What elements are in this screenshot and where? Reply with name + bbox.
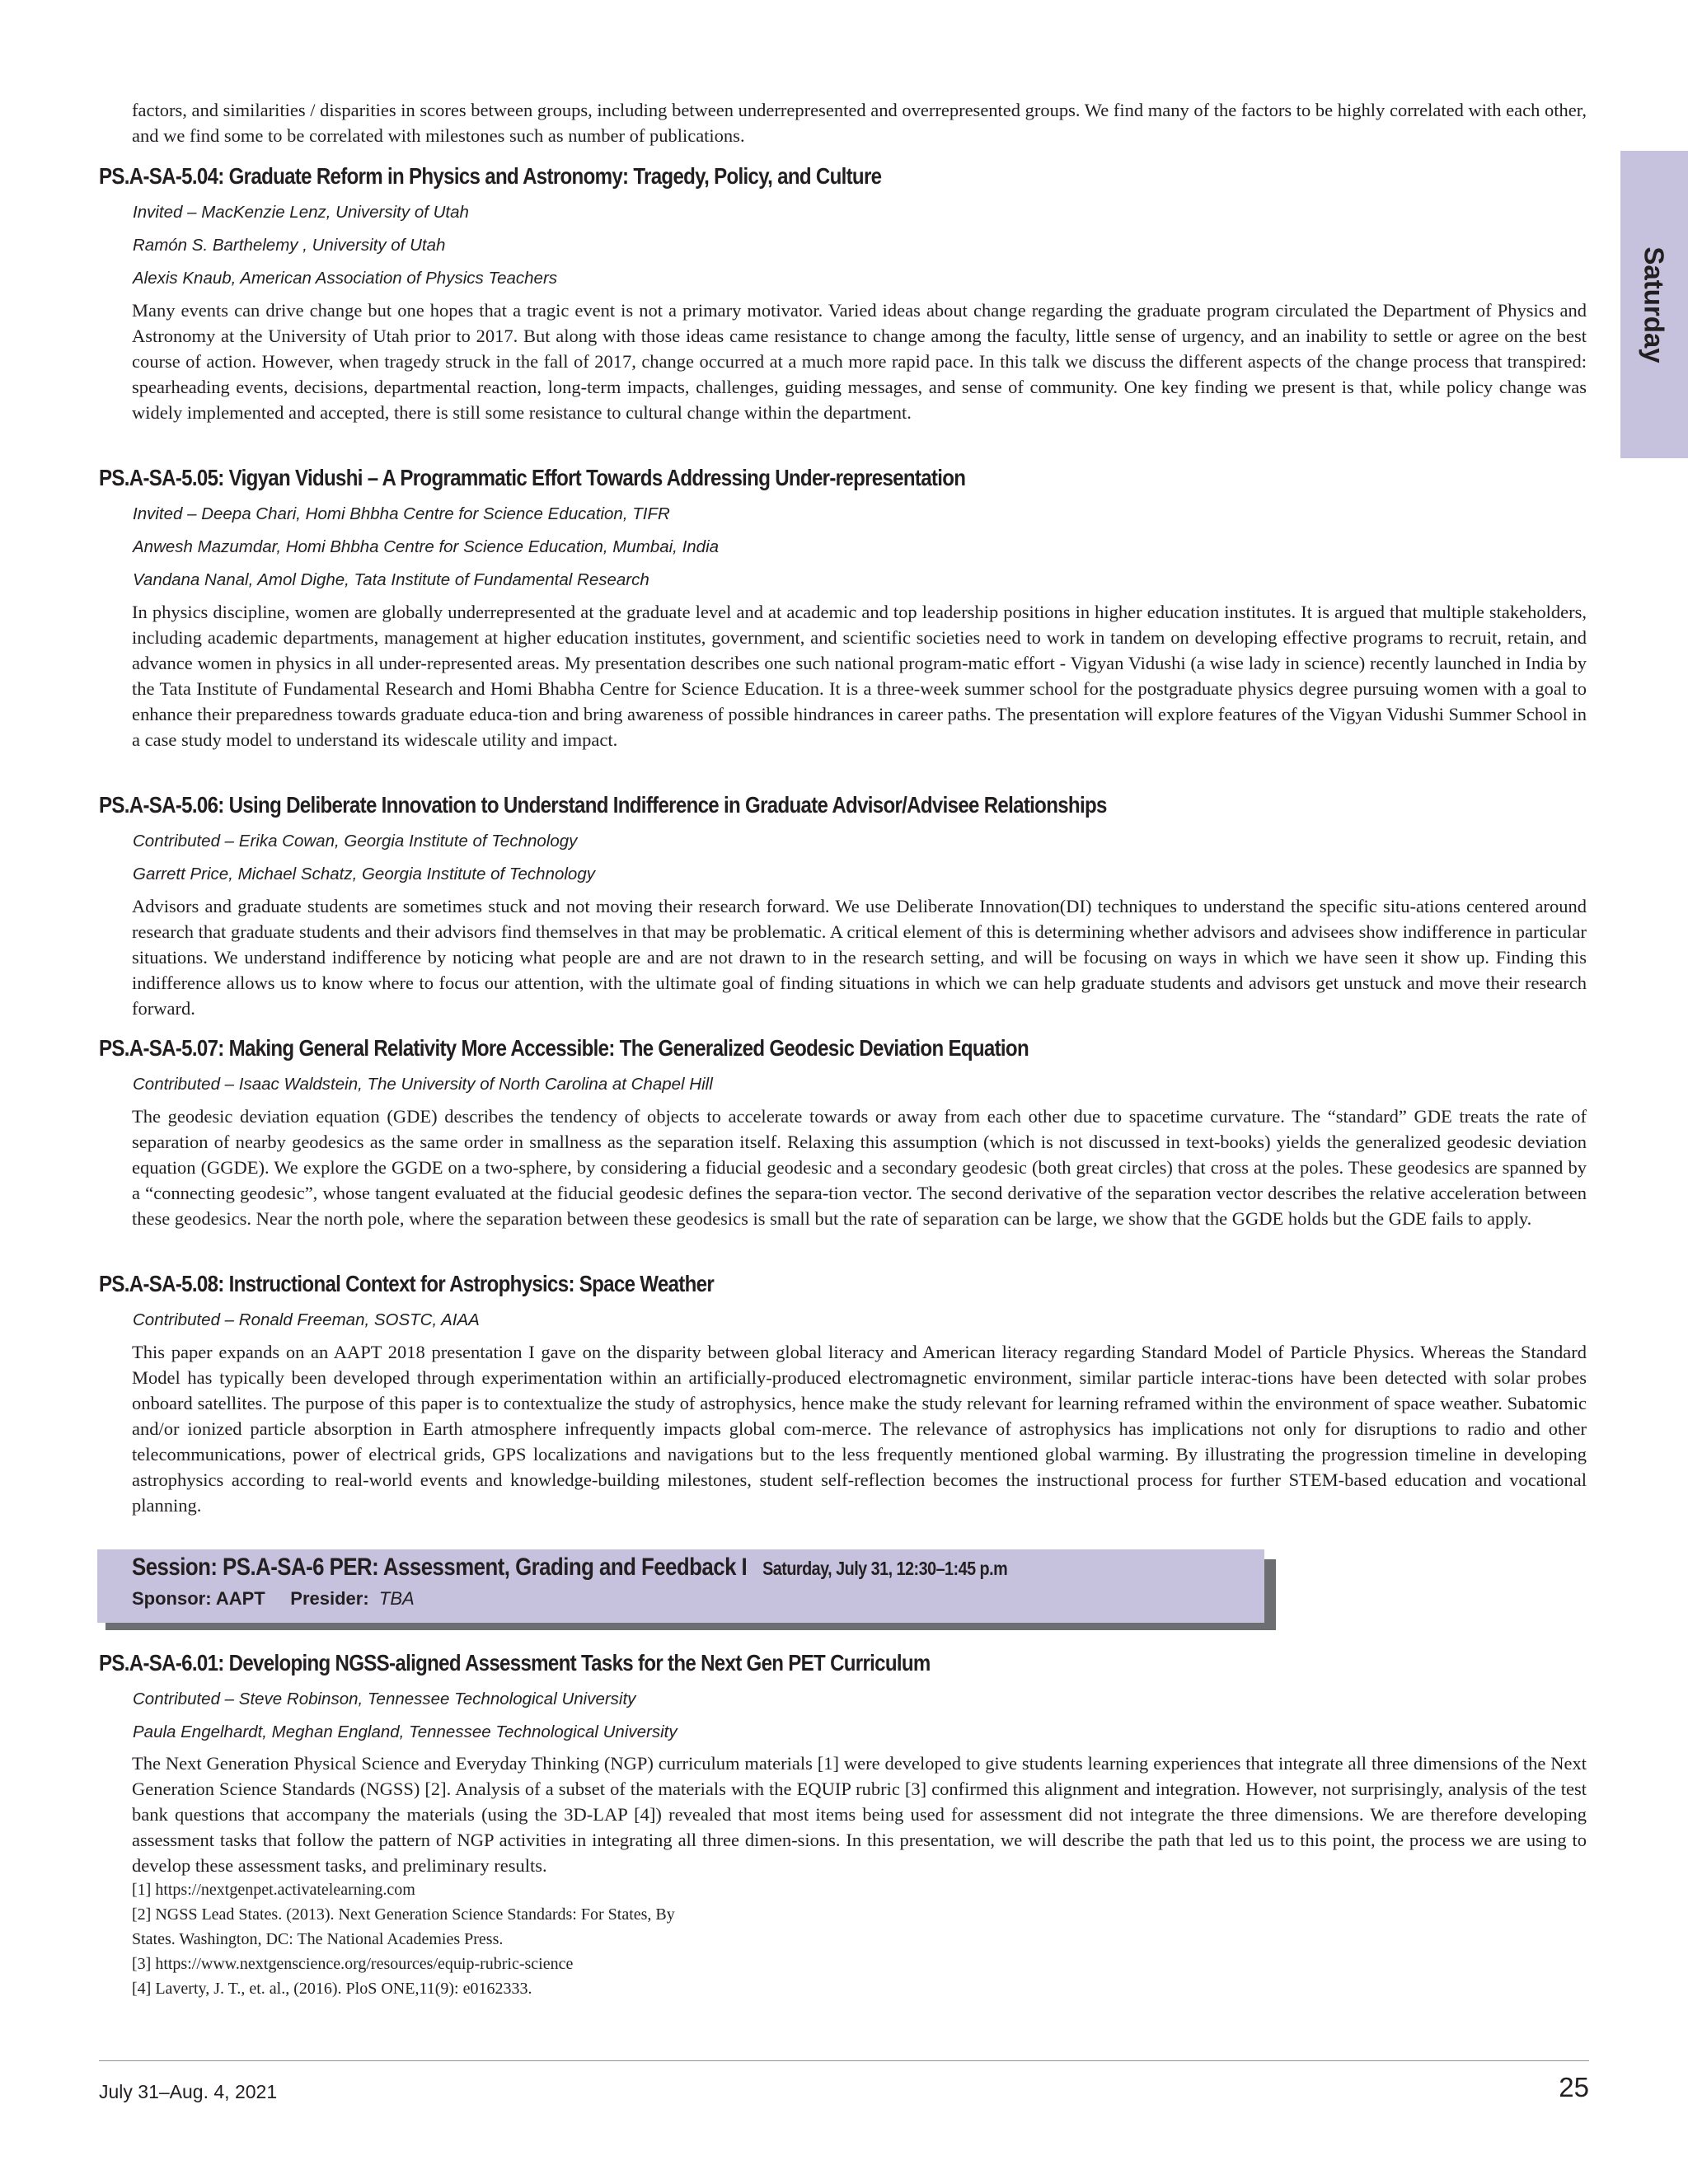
author-line: Vandana Nanal, Amol Dighe, Tata Institute of Fundamental Research <box>133 570 649 589</box>
author-line: Paula Engelhardt, Meghan England, Tennessee Technological University <box>133 1722 678 1741</box>
page-number: 25 <box>1559 2072 1589 2102</box>
abstract-body: This paper expands on an AAPT 2018 presentation I gave on the disparity between global literacy and American literacy regarding Standard Model of Particle Physics. Whereas the Standard Model has typically been developed through experimentation within an artificially-produced electromagnetic environment, similar particle interac-tions have been detected with solar probes onboard satellites. The purpose of this paper is to contextualize the study of astrophysics, hence make the study relevant for learning reframed within the environment of space weather. Subatomic and/or ionized particle absorption in Earth atmosphere infrequently impacts global com-merce. The relevance of astrophysics has implications not only for disruptions to radio and other telecommunications, power of electrical grids, GPS localizations and navigations but to the less frequently mentioned global warming. By illustrating the progression timeline in developing astrophysics according to real-world events and knowledge-building milestones, student self-reflection becomes the instructional process for further STEM-based education and vocational planning. <box>132 1342 1587 1516</box>
session-presider-value: TBA <box>378 1588 415 1609</box>
day-tab-text: Saturday <box>1639 246 1670 363</box>
abstract-body: The geodesic deviation equation (GDE) describes the tendency of objects to accelerate towards or away from each other due to spacetime curvature. The “standard” GDE treats the rate of separation of nearby geodesics as the same order in smallness as the separation itself. Relaxing this assumption (which is not discussed in text-books) yields the generalized geodesic deviation equation (GGDE). We explore the GGDE on a two-sphere, by considering a fiducial geodesic and a secondary geodesic (both great circles) that cross at the poles. These geodesics are spanned by a “connecting geodesic”, whose tangent evaluated at the fiducial geodesic defines the separa-tion vector. The second derivative of the separation vector describes the relative acceleration between these geodesics. Near the north pole, where the separation between these geodesics is small but the rate of separation can be large, we show that the GGDE holds but the GDE fails to apply. <box>132 1106 1587 1229</box>
footer-rule <box>99 2060 1589 2061</box>
session-title <box>132 1553 1007 1583</box>
reference-line: States. Washington, DC: The National Academies Press. <box>132 1930 504 1948</box>
session-meta <box>132 1587 415 1610</box>
day-tab-label <box>1620 151 1688 458</box>
session-sponsor: Sponsor: AAPT <box>132 1588 265 1609</box>
abstract-body: In physics discipline, women are globally underrepresented at the graduate level and at academic and top leadership positions in higher education institutes. It is argued that multiple stakeholders, including academic departments, management at higher education institutes, government, and scientific societies need to work in tandem on developing effective programs to recruit, retain, and advance women in physics in all under-represented areas. My presentation describes one such national program-matic effort - Vigyan Vidushi (a wise lady in science) recently launched in India by the Tata Institute of Fundamental Research and Homi Bhabha Centre for Science Education. It is a three-week summer school for the postgraduate physics degree pursuing women with a goal to enhance their preparedness towards graduate educa-tion and bring awareness of possible hindrances in career paths. The presentation will explore features of the Vigyan Vidushi Summer School in a case study model to understand its widescale utility and impact. <box>132 602 1587 750</box>
author-line: Garrett Price, Michael Schatz, Georgia Institute of Technology <box>133 865 595 883</box>
abstract-body: The Next Generation Physical Science and Everyday Thinking (NGP) curriculum materials [1] were developed to give students learning experiences that integrate all three dimensions of the Next Generation Science Standards (NGSS) [2]. Analysis of a subset of the materials with the EQUIP rubric [3] confirmed this alignment and integration. However, not surprisingly, analysis of the test bank questions that accompany the materials (using the 3D-LAP [4]) revealed that most items being used for assessment did not integrate the three dimensions. We are therefore developing assessment tasks that follow the pattern of NGP activities in integrating all three dimen-sions. In this presentation, we will describe the path that led us to this point, the process we are using to develop these assessment tasks, and preliminary results. <box>132 1753 1587 1876</box>
author-line: Contributed – Erika Cowan, Georgia Institute of Technology <box>133 832 578 851</box>
author-line: Contributed – Isaac Waldstein, The University of North Carolina at Chapel Hill <box>133 1075 713 1094</box>
reference-line: [3] https://www.nextgenscience.org/resources/equip-rubric-science <box>132 1955 574 1973</box>
session-title-text: Session: PS.A-SA-6 PER: Assessment, Grading and Feedback I <box>132 1554 748 1581</box>
author-line: Invited – Deepa Chari, Homi Bhbha Centre for Science Education, TIFR <box>133 504 670 523</box>
reference-line: [4] Laverty, J. T., et. al., (2016). PloS ONE,11(9): e0162333. <box>132 1980 532 1998</box>
abstract-heading: PS.A-SA-5.06: Using Deliberate Innovation to Understand Indifference in Graduate Advisor/Advisee Relationships <box>99 792 1107 818</box>
abstract-heading: PS.A-SA-5.05: Vigyan Vidushi – A Programmatic Effort Towards Addressing Under-representation <box>99 465 966 490</box>
intro-paragraph: factors, and similarities / disparities in scores between groups, including between underrepresented and overrepresented groups. We find many of the factors to be highly correlated with each other, and we find some to be correlated with milestones such as number of publications. <box>132 100 1587 146</box>
author-line: Alexis Knaub, American Association of Physics Teachers <box>133 269 558 288</box>
author-line: Contributed – Steve Robinson, Tennessee Technological University <box>133 1690 636 1708</box>
abstract-body: Advisors and graduate students are sometimes stuck and not moving their research forward. We use Deliberate Innovation(DI) techniques to understand the specific situ-ations centered around research that graduate students and their advisors find themselves in that may be problematic. A critical element of this is determining whether advisors and advisees show indifference in particular situations. We understand indifference by noticing what people are and are not drawn to in the research setting, and will be focusing on ways in which we have seen it show up. Finding this indifference allows us to know where to focus our attention, with the ultimate goal of finding situations in which we can help graduate students and advisors get unstuck and move their research forward. <box>132 896 1587 1019</box>
abstract-body: Many events can drive change but one hopes that a tragic event is not a primary motivator. Varied ideas about change regarding the graduate program circulated the Department of Physics and Astronomy at the University of Utah prior to 2017. But along with those ideas came resistance to change among the faculty, little sense of urgency, and an inability to settle or agree on the best course of action. However, when tragedy struck in the fall of 2017, change occurred at a much more rapid pace. In this talk we discuss the different aspects of the change process that transpired: spearheading events, decisions, departmental reaction, long-term impacts, challenges, guiding messages, and sense of community. One key finding we present is that, while policy change was widely implemented and accepted, there is still some resistance to cultural change within the department. <box>132 300 1587 423</box>
reference-line: [2] NGSS Lead States. (2013). Next Generation Science Standards: For States, By <box>132 1905 675 1924</box>
author-line: Anwesh Mazumdar, Homi Bhbha Centre for Science Education, Mumbai, India <box>133 537 720 556</box>
author-line: Ramón S. Barthelemy , University of Utah <box>133 236 446 255</box>
abstract-heading: PS.A-SA-5.08: Instructional Context for Astrophysics: Space Weather <box>99 1271 715 1296</box>
author-line: Contributed – Ronald Freeman, SOSTC, AIAA <box>133 1310 480 1329</box>
reference-line: [1] https://nextgenpet.activatelearning.com <box>132 1881 415 1899</box>
author-line: Invited – MacKenzie Lenz, University of Utah <box>133 203 469 222</box>
abstract-heading: PS.A-SA-5.04: Graduate Reform in Physics and Astronomy: Tragedy, Policy, and Culture <box>99 163 882 189</box>
footer-dates: July 31–Aug. 4, 2021 <box>99 2081 278 2102</box>
abstract-heading: PS.A-SA-5.07: Making General Relativity More Accessible: The Generalized Geodesic Deviation Equation <box>99 1035 1029 1061</box>
session-date: Saturday, July 31, 12:30–1:45 p.m <box>762 1558 1008 1579</box>
abstract-heading: PS.A-SA-6.01: Developing NGSS-aligned Assessment Tasks for the Next Gen PET Curriculum <box>99 1650 931 1675</box>
session-presider-label: Presider: <box>290 1588 369 1609</box>
